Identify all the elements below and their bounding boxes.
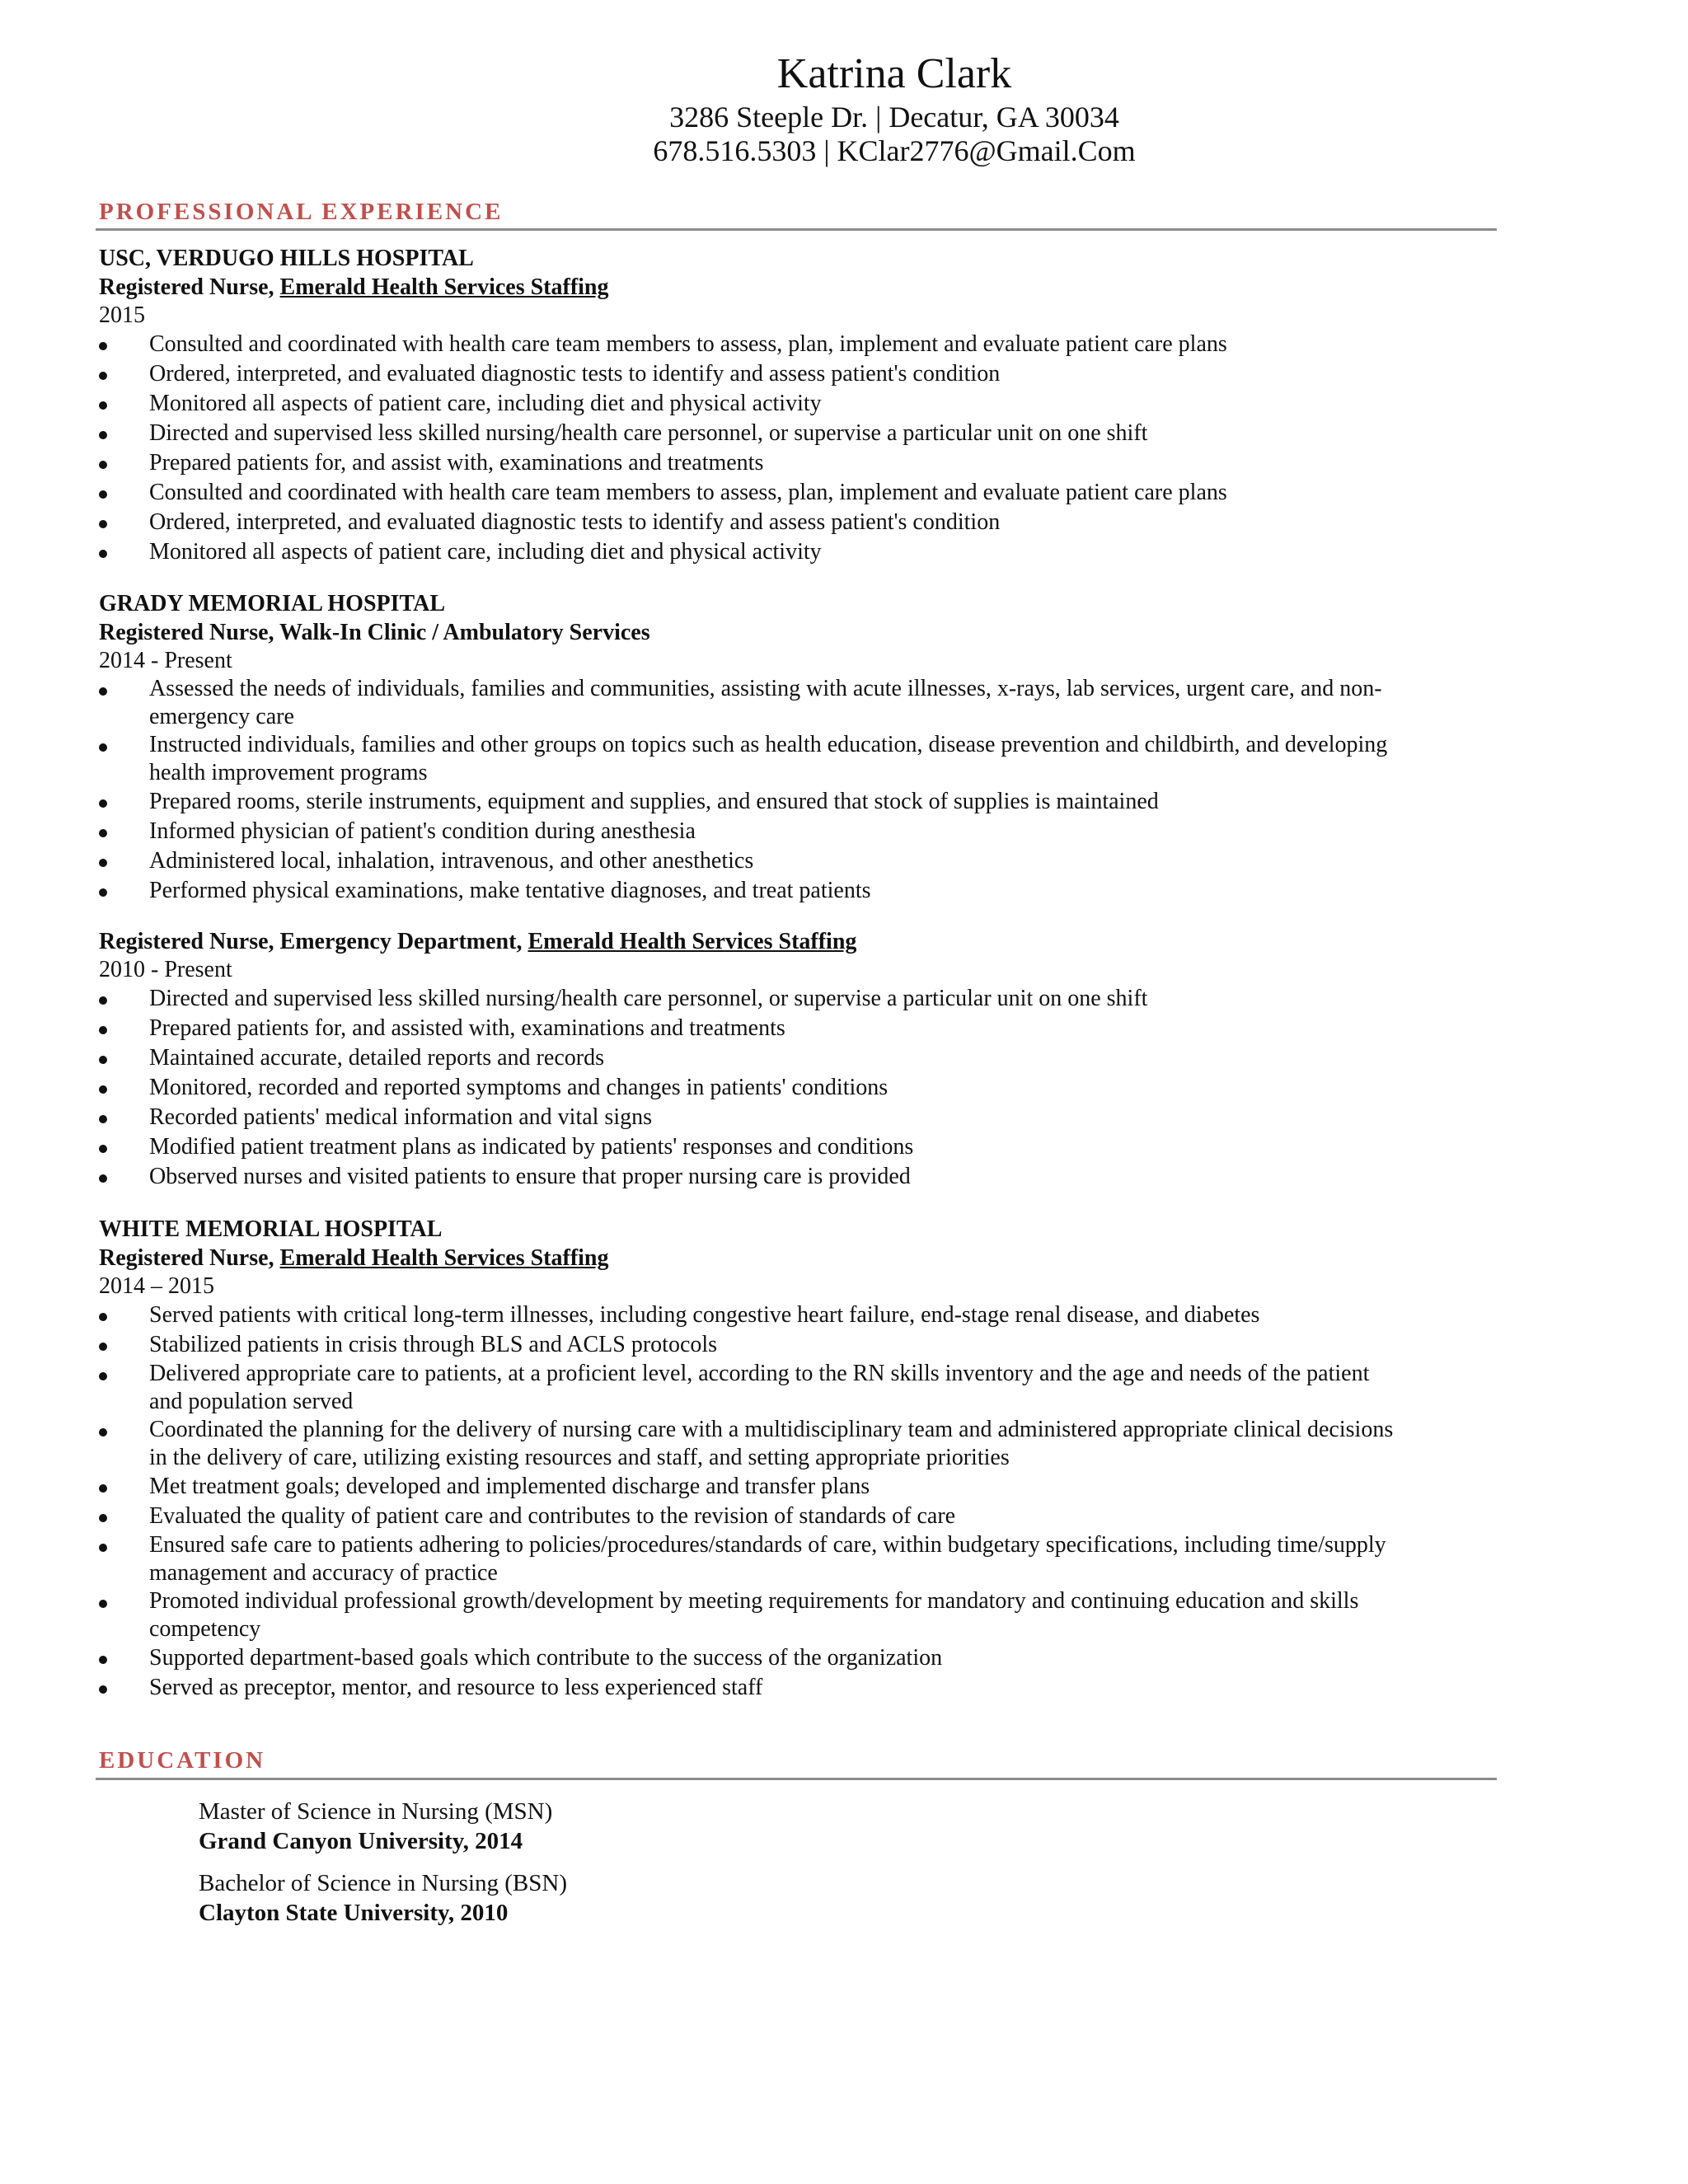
bullet-icon	[99, 687, 107, 696]
role-title: Registered Nurse, Walk-In Clinic / Ambulatory Services	[99, 620, 650, 645]
bullet-icon	[99, 888, 107, 897]
bullet-icon	[99, 1056, 107, 1064]
duty-text: Consulted and coordinated with health care team members to assess, plan, implement and evaluate patient care plans	[149, 480, 1227, 505]
duties-list	[99, 1301, 1500, 1703]
list-item	[99, 1103, 1500, 1132]
duty-text: Monitored all aspects of patient care, including diet and physical activity	[149, 391, 822, 416]
bullet-icon	[99, 1544, 107, 1552]
experience-section-title: PROFESSIONAL EXPERIENCE	[99, 199, 504, 225]
job-role	[99, 1244, 1500, 1272]
duty-text: Monitored, recorded and reported symptoms and changes in patients' conditions	[149, 1075, 889, 1100]
duty-text: Recorded patients' medical information and vital signs	[149, 1104, 652, 1130]
duties-list	[99, 330, 1500, 567]
bullet-icon	[99, 1685, 107, 1694]
bullet-icon	[99, 1313, 107, 1321]
duty-text: Served patients with critical long-term illnesses, including congestive heart failure, end-stage renal disease, and diabetes	[149, 1302, 1260, 1328]
bullet-icon	[99, 1026, 107, 1034]
list-item	[99, 1301, 1500, 1330]
list-item	[99, 1132, 1500, 1162]
list-item	[99, 1162, 1500, 1192]
duty-text: Prepared rooms, sterile instruments, equipment and supplies, and ensured that stock of supplies is maintained	[149, 789, 1159, 814]
duty-text: Ensured safe care to patients adhering to policies/procedures/standards of care, within budgetary specifications, including time/supply	[149, 1532, 1386, 1558]
bullet-icon	[99, 461, 107, 469]
list-item	[99, 1014, 1500, 1043]
duties-list	[99, 984, 1500, 1192]
duty-text: Prepared patients for, and assist with, examinations and treatments	[149, 450, 764, 476]
role-organization: Emerald Health Services Staffing	[528, 929, 857, 954]
bullet-icon	[99, 1428, 107, 1436]
bullet-icon	[99, 431, 107, 439]
job-grady-memorial	[99, 589, 1500, 906]
job-role	[99, 928, 1500, 956]
education-section-title: EDUCATION	[99, 1747, 266, 1774]
list-item	[99, 419, 1500, 448]
job-dates: 2014 – 2015	[99, 1273, 214, 1299]
bullet-icon	[99, 401, 107, 410]
role-title: Registered Nurse,	[99, 274, 280, 300]
list-item	[99, 389, 1500, 419]
duty-text: Ordered, interpreted, and evaluated diagnostic tests to identify and assess patient's condition	[149, 509, 1001, 535]
duty-text: Prepared patients for, and assisted with, examinations and treatments	[149, 1015, 785, 1041]
bullet-icon	[99, 1484, 107, 1493]
list-item	[99, 448, 1500, 478]
address-line: 3286 Steeple Dr. | Decatur, GA 30034	[669, 101, 1119, 134]
list-item	[99, 1502, 1500, 1531]
duty-text: Consulted and coordinated with health care team members to assess, plan, implement and evaluate patient care plans	[149, 331, 1227, 357]
list-item	[99, 537, 1500, 567]
list-item	[99, 1330, 1500, 1360]
education-divider	[96, 1778, 1497, 1780]
duty-text: Modified patient treatment plans as indicated by patients' responses and conditions	[149, 1134, 914, 1160]
school-name: Clayton State University, 2010	[199, 1900, 509, 1926]
duties-list	[99, 675, 1500, 906]
role-organization: Emerald Health Services Staffing	[279, 1245, 609, 1271]
duty-text: Promoted individual professional growth/development by meeting requirements for mandatory and continuing education and skills	[149, 1588, 1359, 1614]
list-item	[99, 817, 1500, 846]
list-item	[99, 876, 1500, 906]
job-dates: 2010 - Present	[99, 957, 232, 982]
role-organization: Emerald Health Services Staffing	[279, 274, 609, 300]
bullet-icon	[99, 1600, 107, 1608]
bullet-icon	[99, 1372, 107, 1380]
degree-title: Bachelor of Science in Nursing (BSN)	[199, 1870, 567, 1896]
bullet-icon	[99, 372, 107, 380]
candidate-name: Katrina Clark	[776, 50, 1012, 97]
resume-header	[0, 48, 1688, 168]
bullet-icon	[99, 1174, 107, 1183]
list-item	[99, 1416, 1500, 1472]
duty-text-continued: management and accuracy of practice	[149, 1560, 498, 1586]
job-dates: 2014 - Present	[99, 648, 232, 673]
job-role	[99, 619, 1500, 647]
experience-divider	[96, 228, 1497, 231]
duty-text-continued: in the delivery of care, utilizing existing resources and staff, and setting appropriate priorities	[149, 1445, 1010, 1470]
employer-name: WHITE MEMORIAL HOSPITAL	[99, 1216, 443, 1242]
list-item	[99, 330, 1500, 359]
role-title: Registered Nurse, Emergency Department,	[99, 929, 528, 954]
contact-line: 678.516.5303 | KClar2776@Gmail.Com	[653, 134, 1136, 167]
bullet-icon	[99, 520, 107, 528]
bullet-icon	[99, 1656, 107, 1664]
duty-text-continued: health improvement programs	[149, 760, 428, 785]
bullet-icon	[99, 1085, 107, 1094]
bullet-icon	[99, 799, 107, 808]
job-white-memorial	[99, 1215, 1500, 1703]
job-role	[99, 274, 1500, 302]
list-item	[99, 787, 1500, 817]
school-name: Grand Canyon University, 2014	[199, 1828, 523, 1854]
duty-text: Delivered appropriate care to patients, at a proficient level, according to the RN skills inventory and the age and needs of the patient	[149, 1361, 1370, 1386]
list-item	[99, 478, 1500, 508]
list-item	[99, 675, 1500, 731]
duty-text: Met treatment goals; developed and implemented discharge and transfer plans	[149, 1474, 870, 1499]
bullet-icon	[99, 859, 107, 867]
duty-text: Stabilized patients in crisis through BLS and ACLS protocols	[149, 1332, 718, 1357]
duty-text: Maintained accurate, detailed reports and records	[149, 1045, 604, 1071]
bullet-icon	[99, 1145, 107, 1153]
list-item	[99, 508, 1500, 537]
bullet-icon	[99, 1343, 107, 1351]
bullet-icon	[99, 996, 107, 1005]
job-emergency-department	[99, 928, 1500, 1192]
duty-text: Coordinated the planning for the delivery of nursing care with a multidisciplinary team and administered appropriate clinical decisions	[149, 1417, 1394, 1442]
duty-text: Evaluated the quality of patient care and contributes to the revision of standards of care	[149, 1503, 956, 1529]
list-item	[99, 1043, 1500, 1073]
duty-text-continued: competency	[149, 1616, 261, 1642]
role-title: Registered Nurse,	[99, 1245, 280, 1271]
bullet-icon	[99, 490, 107, 499]
duty-text: Assessed the needs of individuals, families and communities, assisting with acute illnesses, x-rays, lab services, urgent care, and non-	[149, 676, 1382, 701]
list-item	[99, 1643, 1500, 1673]
bullet-icon	[99, 829, 107, 837]
duty-text-continued: and population served	[149, 1389, 354, 1414]
education-entry-bsn	[199, 1868, 567, 1928]
bullet-icon	[99, 342, 107, 350]
bullet-icon	[99, 1514, 107, 1522]
list-item	[99, 1587, 1500, 1643]
duty-text: Supported department-based goals which contribute to the success of the organization	[149, 1645, 943, 1671]
list-item	[99, 1360, 1500, 1416]
list-item	[99, 731, 1500, 787]
job-dates: 2015	[99, 302, 145, 328]
duty-text: Observed nurses and visited patients to ensure that proper nursing care is provided	[149, 1164, 911, 1189]
list-item	[99, 846, 1500, 876]
bullet-icon	[99, 550, 107, 558]
list-item	[99, 984, 1500, 1014]
list-item	[99, 1531, 1500, 1587]
job-usc-verdugo	[99, 244, 1500, 567]
list-item	[99, 359, 1500, 389]
duty-text: Directed and supervised less skilled nursing/health care personnel, or supervise a particular unit on one shift	[149, 986, 1148, 1011]
bullet-icon	[99, 1115, 107, 1123]
duty-text: Monitored all aspects of patient care, including diet and physical activity	[149, 539, 822, 565]
list-item	[99, 1673, 1500, 1703]
employer-name: USC, VERDUGO HILLS HOSPITAL	[99, 246, 474, 271]
duty-text-continued: emergency care	[149, 704, 294, 729]
duty-text: Ordered, interpreted, and evaluated diagnostic tests to identify and assess patient's condition	[149, 361, 1001, 387]
employer-name: GRADY MEMORIAL HOSPITAL	[99, 591, 446, 616]
degree-title: Master of Science in Nursing (MSN)	[199, 1798, 553, 1825]
duty-text: Served as preceptor, mentor, and resource to less experienced staff	[149, 1675, 763, 1700]
duty-text: Directed and supervised less skilled nursing/health care personnel, or supervise a particular unit on one shift	[149, 420, 1148, 446]
duty-text: Administered local, inhalation, intravenous, and other anesthetics	[149, 848, 754, 874]
bullet-icon	[99, 743, 107, 752]
duty-text: Instructed individuals, families and other groups on topics such as health education, disease prevention and childbirth, and developing	[149, 732, 1388, 757]
duty-text: Informed physician of patient's condition during anesthesia	[149, 818, 696, 844]
list-item	[99, 1073, 1500, 1103]
duty-text: Performed physical examinations, make tentative diagnoses, and treat patients	[149, 878, 871, 903]
list-item	[99, 1472, 1500, 1502]
education-entry-msn	[199, 1797, 552, 1856]
